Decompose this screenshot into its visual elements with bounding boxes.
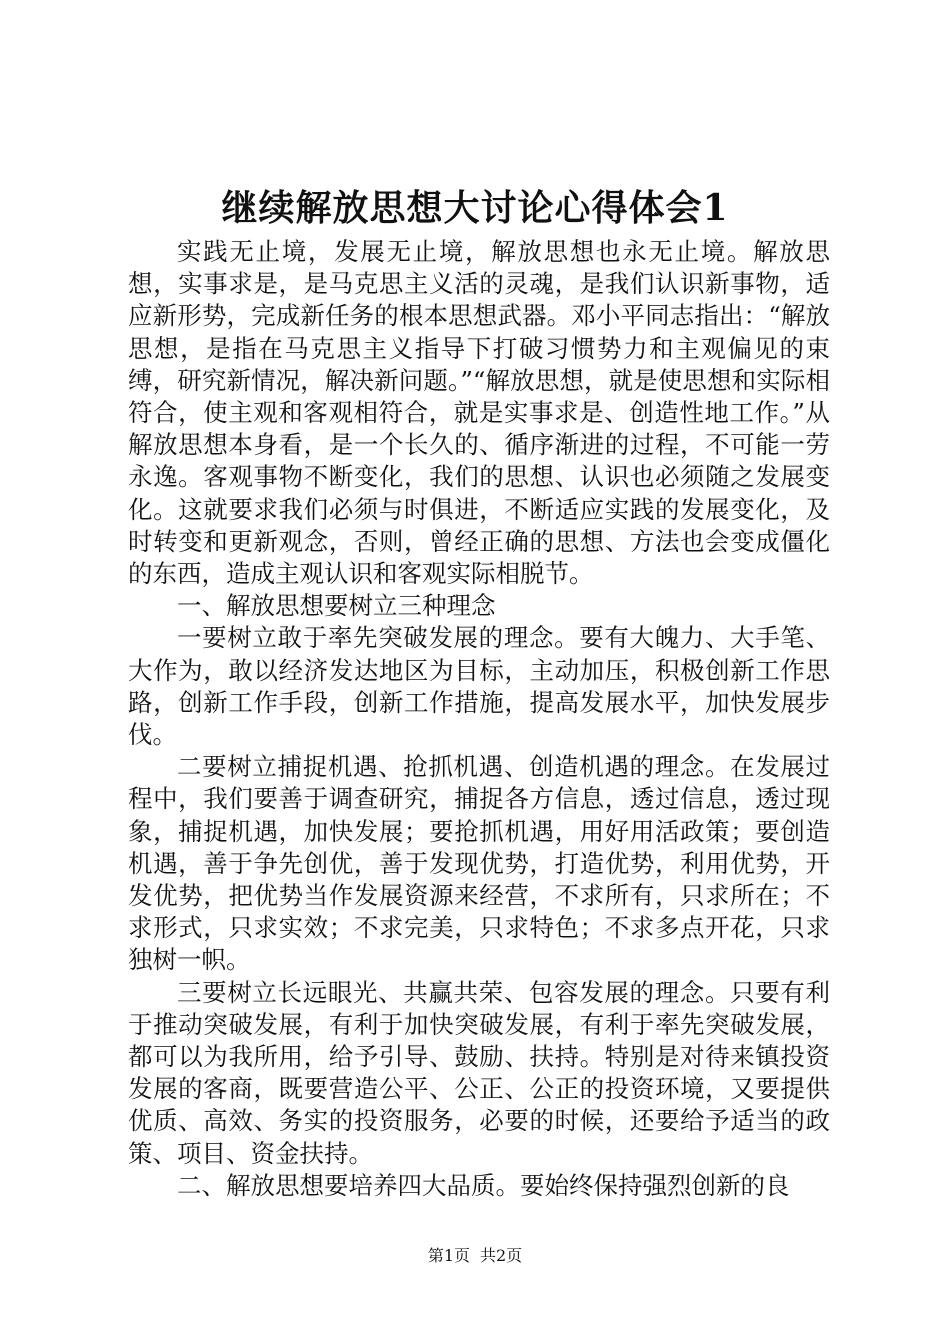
paragraph-concept-two: 二要树立捕捉机遇、抢抓机遇、创造机遇的理念。在发展过程中，我们要善于调查研究，捕捉各方信息，透过信息，透过现象，捕捉机遇，加快发展；要抢抓机遇，用好用活政策；要创造机遇，善于争先创优，善于发现优势，打造优势，利用优势，开发优势，把优势当作发展资源来经营，不求所有，只求所在；不求形式，只求实效；不求完美，只求特色；不求多点开花，只求独树一帜。 [128, 752, 830, 975]
document-body [128, 236, 830, 1202]
document-title: 继续解放思想大讨论心得体会1 [221, 187, 729, 229]
paragraph-concept-three: 三要树立长远眼光、共赢共荣、包容发展的理念。只要有利于推动突破发展，有利于加快突破发展，有利于率先突破发展，都可以为我所用，给予引导、鼓励、扶持。特别是对待来镇投资发展的客商，既要营造公平、公正、公正的投资环境，又要提供优质、高效、务实的投资服务，必要的时候，还要给予适当的政策、项目、资金扶持。 [128, 977, 830, 1168]
page-number-current: 第1页 [427, 1246, 470, 1265]
paragraph-four-qualities: 二、解放思想要培养四大品质。要始终保持强烈创新的良 [177, 1170, 790, 1200]
page-footer [0, 1244, 950, 1268]
paragraph-concept-one: 一要树立敢于率先突破发展的理念。要有大魄力、大手笔、大作为，敢以经济发达地区为目标，主动加压，积极创新工作思路，创新工作手段，创新工作措施，提高发展水平，加快发展步伐。 [128, 623, 830, 750]
paragraph-intro: 实践无止境，发展无止境，解放思想也永无止境。解放思想，实事求是，是马克思主义活的灵魂，是我们认识新事物，适应新形势，完成新任务的根本思想武器。邓小平同志指出：“解放思想，是指在马克思主义指导下打破习惯势力和主观偏见的束缚，研究新情况，解决新问题。”“解放思想，就是使思想和实际相符合，使主观和客观相符合，就是实事求是、创造性地工作。”从解放思想本身看，是一个长久的、循序渐进的过程，不可能一劳永逸。客观事物不断变化，我们的思想、认识也必须随之发展变化。这就要求我们必须与时俱进，不断适应实践的发展变化，及时转变和更新观念，否则，曾经正确的思想、方法也会变成僵化的东西，造成主观认识和客观实际相脱节。 [128, 237, 830, 589]
page-number-total: 共2页 [480, 1246, 523, 1265]
section-heading-three-concepts: 一、解放思想要树立三种理念 [177, 591, 496, 621]
